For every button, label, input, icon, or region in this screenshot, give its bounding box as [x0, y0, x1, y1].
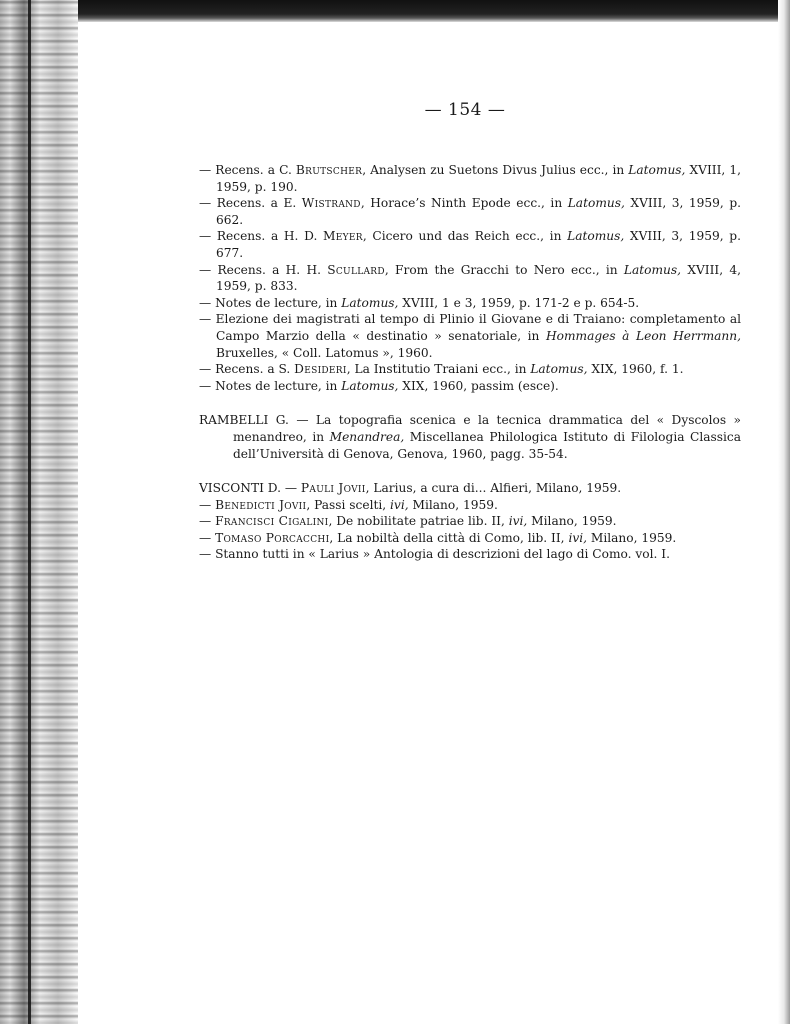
bibliography-entry: — Recens. a E. Wistrand, Horace’s Ninth Epode ecc., in Latomus, XVIII, 3, 1959, p. 662. — [199, 196, 741, 227]
entry-dash: — — [199, 378, 212, 393]
bibliography-entry: — Notes de lecture, in Latomus, XIX, 1960, passim (esce). — [199, 378, 559, 393]
entry-dash: — — [199, 362, 212, 377]
bibliography-entry: VISCONTI D. — Pauli Jovii, Larius, a cura di... Alfieri, Milano, 1959. — [199, 481, 622, 496]
visconti-items — [199, 497, 741, 563]
entry-rambelli — [199, 412, 741, 462]
bibliography-entry: — Recens. a H. D. Meyer, Cicero und das Reich ecc., in Latomus, XVIII, 3, 1959, p. 677. — [199, 229, 741, 260]
entry-visconti — [199, 480, 741, 563]
bibliography-entry: — Notes de lecture, in Latomus, XVIII, 1 e 3, 1959, p. 171-2 e p. 654-5. — [199, 295, 640, 310]
bibliography-entry: — Tomaso Porcacchi, La nobiltà della città di Como, lib. II, ivi, Milano, 1959. — [199, 530, 677, 545]
author-name: Benedicti Jovii — [215, 497, 307, 512]
author-name: Francisci Cigalini — [215, 514, 329, 529]
journal-title: Latomus, — [567, 196, 625, 211]
section-latomus-entries — [199, 162, 741, 394]
author-name: Tomaso Porcacchi — [215, 530, 330, 545]
bibliography — [199, 162, 741, 563]
author-name: Brutscher — [295, 163, 363, 177]
entry-dash: — — [199, 514, 212, 529]
entry-dash: — — [199, 295, 212, 310]
entry-dash: — — [199, 229, 212, 244]
page-number: — 154 — — [424, 100, 506, 120]
bibliography-entry: — Stanno tutti in « Larius » Antologia di descrizioni del lago di Como. vol. I. — [199, 547, 670, 562]
journal-title: Latomus, — [530, 362, 588, 377]
bibliography-entry: — Recens. a C. Brutscher, Analysen zu Suetons Divus Julius ecc., in Latomus, XVIII, 1, 1959, p. 190. — [199, 163, 741, 194]
journal-title: Latomus, — [628, 163, 686, 177]
author-name: RAMBELLI G. — [199, 413, 289, 428]
bibliography-entry: — Elezione dei magistrati al tempo di Plinio il Giovane e di Traiano: completamento al Campo Marzio della « destinatio » senatoriale, in Hommages à Leon Herrmann, Bruxelles, « Coll. Latomus », 1960. — [199, 312, 741, 360]
journal-title: Latomus, — [341, 295, 399, 310]
entry-dash: — — [199, 196, 212, 211]
journal-title: Latomus, — [567, 229, 625, 244]
entry-dash: — — [199, 547, 212, 562]
bibliography-entry: RAMBELLI G. — La topografia scenica e la tecnica drammatica del « Dyscolos » menandreo, in Menandrea, Miscellanea Philologica Istituto di Filologia Classica dell’Università di Genova, Genova, 1960, pagg. 35-54. — [199, 413, 741, 461]
entry-dash: — — [199, 497, 212, 512]
journal-title: Latomus, — [623, 262, 682, 277]
bibliography-entry: — Recens. a H. H. Scullard, From the Gracchi to Nero ecc., in Latomus, XVIII, 4, 1959, p. 833. — [199, 262, 742, 294]
author-name: VISCONTI D. — [199, 481, 281, 496]
place-ref: ivi, — [568, 530, 587, 545]
bibliography-entry: — Benedicti Jovii, Passi scelti, ivi, Milano, 1959. — [199, 497, 498, 512]
bibliography-entry: — Recens. a S. Desideri, La Institutio Traiani ecc., in Latomus, XIX, 1960, f. 1. — [199, 362, 684, 377]
entry-dash: — — [199, 163, 212, 177]
journal-title: Hommages à Leon Herrmann, — [545, 328, 741, 343]
author-name: Wistrand — [301, 196, 361, 211]
author-name: Scullard — [327, 262, 385, 277]
place-ref: ivi, — [390, 497, 409, 512]
journal-title: Latomus, — [341, 378, 399, 393]
place-ref: ivi, — [508, 514, 528, 529]
bibliography-entry: — Francisci Cigalini, De nobilitate patriae lib. II, ivi, Milano, 1959. — [199, 514, 617, 529]
author-name: Desideri — [294, 362, 347, 377]
entry-dash: — — [199, 262, 212, 277]
author-name: Meyer — [323, 229, 363, 244]
entry-dash: — — [199, 530, 212, 545]
entry-dash: — — [199, 312, 212, 327]
